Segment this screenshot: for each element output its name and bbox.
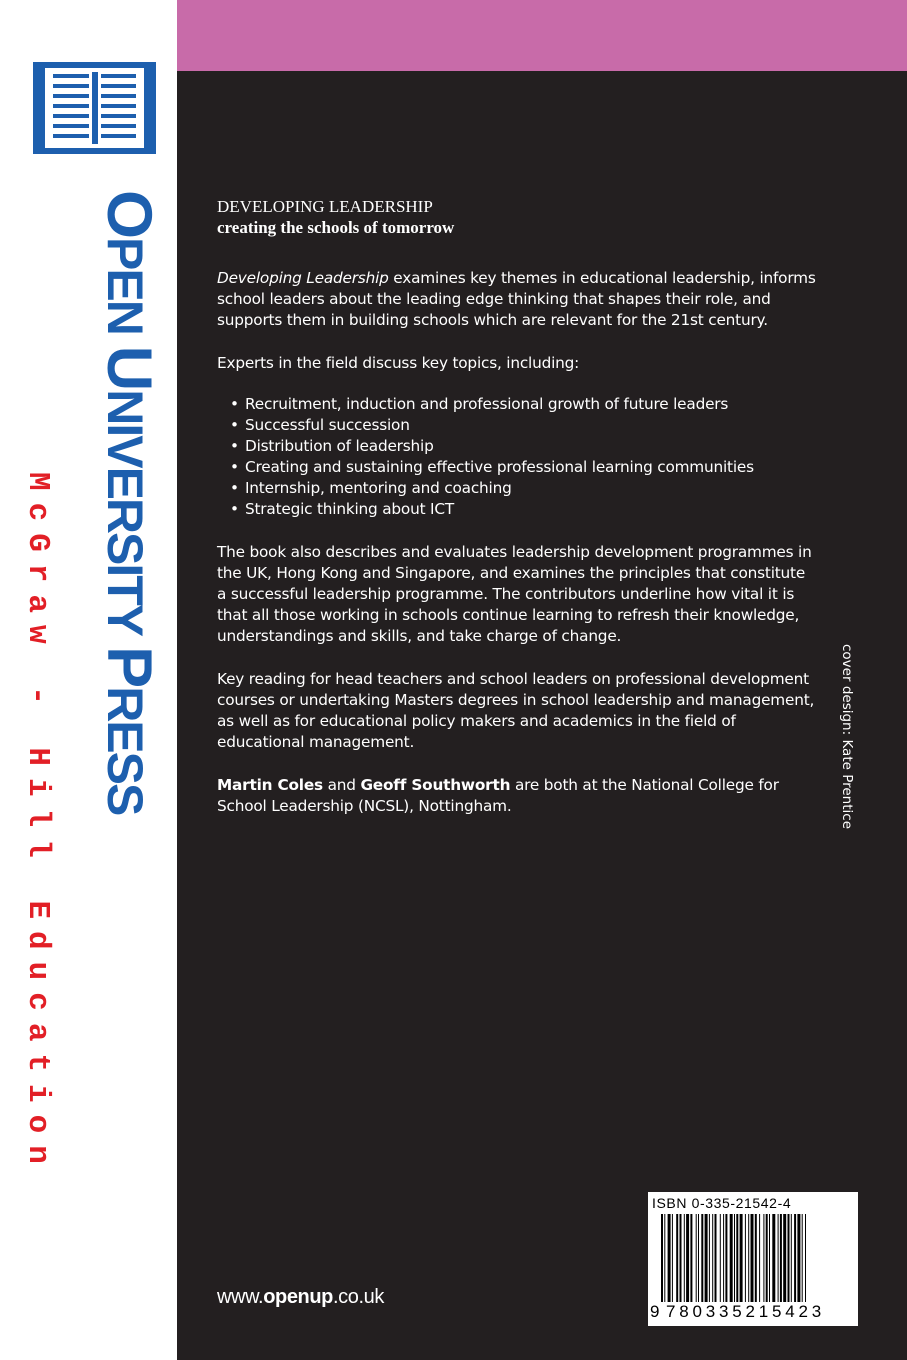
- book-title-block: [217, 196, 817, 238]
- cover-credit: cover design: Kate Prentice: [839, 644, 855, 830]
- topics-list: [230, 394, 817, 520]
- spine: [0, 0, 177, 1360]
- book-subtitle: creating the schools of tomorrow: [217, 218, 455, 237]
- publisher-name: OPEN UNIVERSITY PRESS: [94, 190, 164, 815]
- list-item: • Recruitment, induction and professional growth of future leaders: [230, 394, 817, 415]
- back-cover-panel: [177, 0, 907, 1360]
- audience-paragraph: Key reading for head teachers and school leaders on professional development courses or undertaking Masters degrees in school leadership and management, as well as for educational policy makers and academics in the field of educational management.: [217, 670, 815, 751]
- open-university-logo-icon: [33, 62, 156, 154]
- blurb: [217, 196, 817, 817]
- isbn-barcode: [648, 1192, 858, 1326]
- barcode-icon: [661, 1214, 851, 1302]
- list-item: • Internship, mentoring and coaching: [230, 478, 817, 499]
- accent-bar: [177, 0, 907, 71]
- list-item: • Strategic thinking about ICT: [230, 499, 817, 520]
- publisher-website[interactable]: www.openup.co.uk: [217, 1286, 384, 1308]
- list-item: • Successful succession: [230, 415, 817, 436]
- list-item: • Distribution of leadership: [230, 436, 817, 457]
- ean-digits: 780335215423: [666, 1302, 826, 1321]
- isbn-label: ISBN 0-335-21542-4: [652, 1195, 792, 1211]
- parent-publisher: McGraw - Hill Education: [20, 472, 55, 1176]
- topics-lead: Experts in the field discuss key topics, including:: [217, 354, 580, 372]
- intro-paragraph: Developing Leadership examines key themes in educational leadership, informs school leaders about the leading edge thinking that shapes their role, and supports them in building schools which are relevant for the 21st century.: [217, 269, 816, 329]
- authors-paragraph: Martin Coles and Geoff Southworth are both at the National College for School Leadership (NCSL), Nottingham.: [217, 776, 779, 815]
- programmes-paragraph: The book also describes and evaluates leadership development programmes in the UK, Hong Kong and Singapore, and examines the principles that constitute a successful leadership programme. The contributors underline how vital it is that all those working in schools continue learning to refresh their knowledge, understandings and skills, and take charge of change.: [217, 543, 812, 645]
- list-item: • Creating and sustaining effective professional learning communities: [230, 457, 817, 478]
- ean-first-digit: 9: [650, 1302, 660, 1321]
- book-title: DEVELOPING LEADERSHIP: [217, 197, 433, 216]
